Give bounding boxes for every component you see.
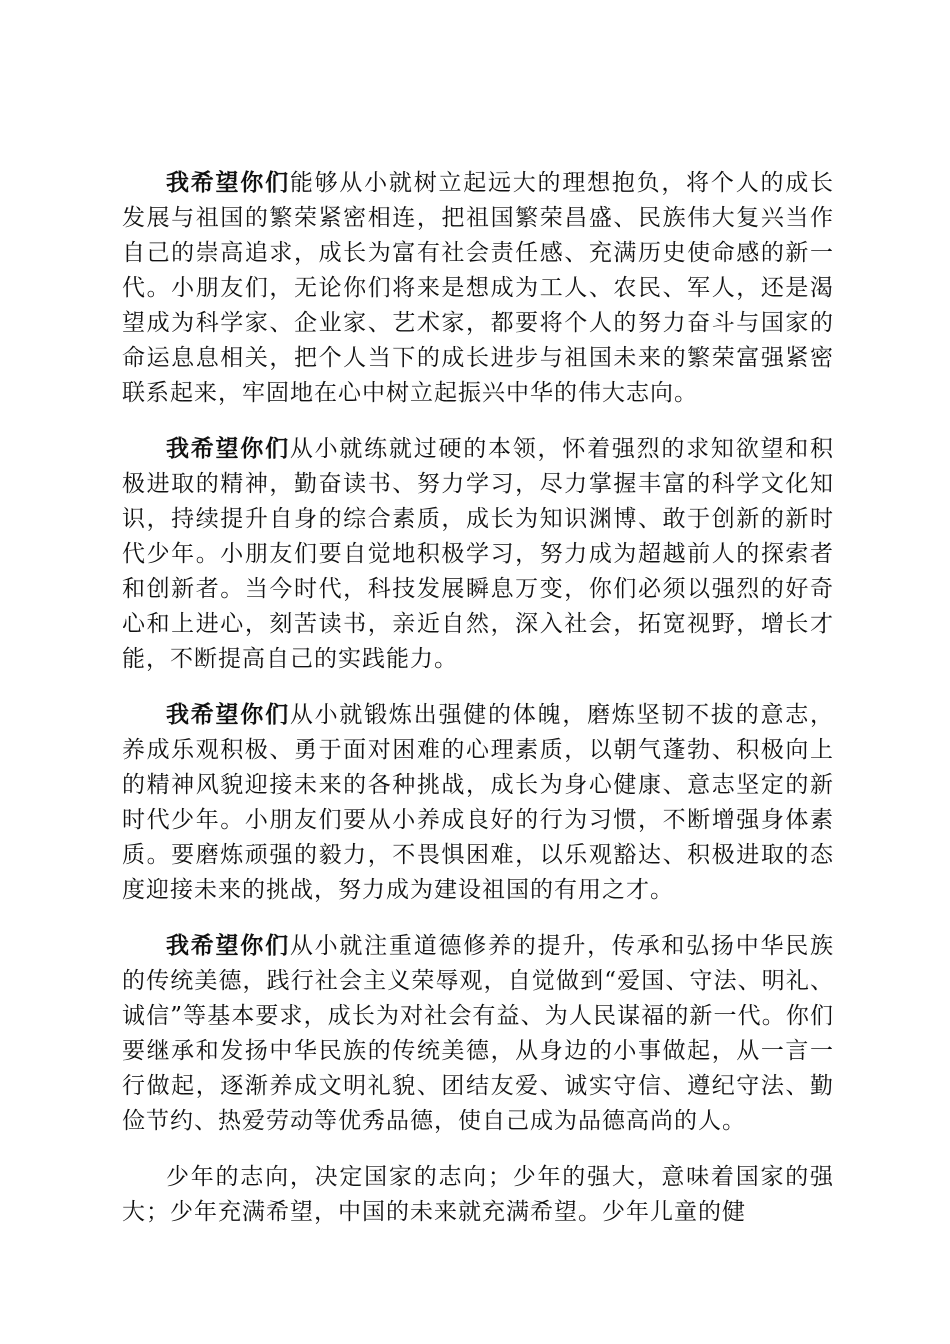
paragraph-text: 少年的志向，决定国家的志向；少年的强大，意味着国家的强大；少年充满希望，中国的未来就充满希望。少年儿童的健 — [122, 1164, 834, 1225]
paragraph-lead: 我希望你们 — [166, 702, 290, 728]
paragraph-lead: 我希望你们 — [166, 933, 290, 959]
paragraph-text: 从小就锻炼出强健的体魄，磨炼坚韧不拔的意志，养成乐观积极、勇于面对困难的心理素质，以朝气蓬勃、积极向上的精神风貌迎接未来的各种挑战，成长为身心健康、意志坚定的新时代少年。小朋友们要从小养成良好的行为习惯，不断增强身体素质。要磨炼顽强的毅力，不畏惧困难，以乐观豁达、积极进取的态度迎接未来的挑战，努力成为建设祖国的有用之才。 — [122, 702, 835, 903]
paragraph-skills — [122, 432, 834, 677]
paragraph-text: 从小就练就过硬的本领，怀着强烈的求知欲望和积极进取的精神，勤奋读书、努力学习，尽力掌握丰富的科学文化知识，持续提升自身的综合素质，成长为知识渊博、敢于创新的新时代少年。小朋友们要自觉地积极学习，努力成为超越前人的探索者和创新者。当今时代，科技发展瞬息万变，你们必须以强烈的好奇心和上进心，刻苦读书，亲近自然，深入社会，拓宽视野，增长才能，不断提高自己的实践能力。 — [122, 436, 835, 672]
paragraph-text: 能够从小就树立起远大的理想抱负，将个人的成长发展与祖国的繁荣紧密相连，把祖国繁荣昌盛、民族伟大复兴当作自己的崇高追求，成长为富有社会责任感、充满历史使命感的新一代。小朋友们，无论你们将来是想成为工人、农民、军人，还是渴望成为科学家、企业家、艺术家，都要将个人的努力奋斗与国家的命运息息相关，把个人当下的成长进步与祖国未来的繁荣富强紧密联系起来，牢固地在心中树立起振兴中华的伟大志向。 — [122, 170, 835, 406]
paragraph-lead: 我希望你们 — [166, 170, 290, 196]
document-body — [122, 166, 834, 1230]
paragraph-physique — [122, 698, 834, 908]
paragraph-text: 从小就注重道德修养的提升，传承和弘扬中华民族的传统美德，践行社会主义荣辱观，自觉做到“爱国、守法、明礼、诚信”等基本要求，成长为对社会有益、为人民谋福的新一代。你们要继承和发扬中华民族的传统美德，从身边的小事做起，从一言一行做起，逐渐养成文明礼貌、团结友爱、诚实守信、遵纪守法、勤俭节约、热爱劳动等优秀品德，使自己成为品德高尚的人。 — [122, 933, 835, 1134]
paragraph-ideals — [122, 166, 834, 411]
paragraph-lead: 我希望你们 — [166, 436, 290, 462]
paragraph-morality — [122, 929, 834, 1139]
paragraph-conclusion — [122, 1160, 834, 1230]
